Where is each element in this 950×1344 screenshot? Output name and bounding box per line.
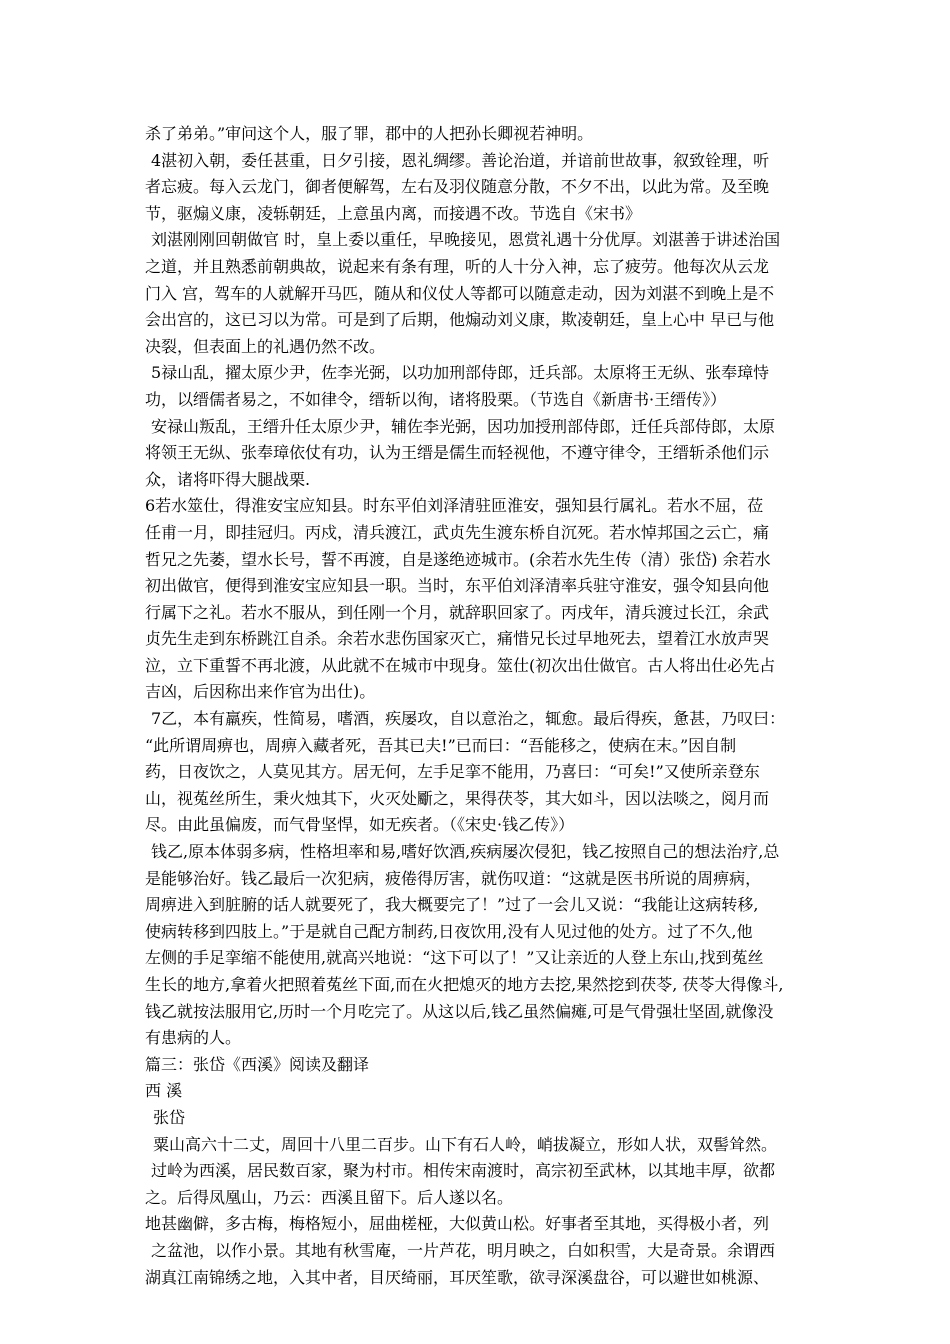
text-line: 周痹进入到脏腑的话人就要死了，我大概要完了！”过了一会儿又说：“我能让这病转移, xyxy=(145,895,759,915)
text-line: 是能够治好。钱乙最后一次犯病，疲倦得厉害，就伤叹道：“这就是医书所说的周痹病， xyxy=(145,868,762,888)
text-line: 粟山高六十二丈，周回十八里二百步。山下有石人岭，峭拔凝立，形如人状，双髻耸然。 xyxy=(153,1134,778,1154)
text-line: 之盆池，以作小景。其地有秋雪庵，一片芦花，明月映之，白如积雪，大是奇景。余谓西 xyxy=(151,1240,776,1260)
text-line: 生长的地方,拿着火把照着菟丝下面,而在火把熄灭的地方去挖,果然挖到茯苓, 茯苓大得像斗, xyxy=(145,975,784,994)
text-line: 杀了弟弟。”审问这个人，服了罪，郡中的人把孙长卿视若神明。 xyxy=(145,124,594,143)
text-line: 决裂，但表面上的礼遇仍然不改。 xyxy=(145,336,386,356)
text-line: 湖真江南锦绣之地，入其中者，目厌绮丽，耳厌笙歌，欲寻深溪盘谷，可以避世如桃源、 xyxy=(145,1267,770,1287)
text-line: 篇三：张岱《西溪》阅读及翻译 xyxy=(145,1054,370,1074)
document-text xyxy=(145,121,825,1291)
text-line: 药，日夜饮之，人莫见其方。居无何，左手足挛不能用，乃喜曰：“可矣!”又使所亲登东 xyxy=(145,762,760,782)
text-line: 钱乙,原本体弱多病，性格坦率和易,嗜好饮酒,疾病屡次侵犯，钱乙按照自己的想法治疗,总 xyxy=(151,842,780,862)
text-line: 尽。由此虽偏废，而气骨坚悍，如无疾者。（《宋史·钱乙传》） xyxy=(145,815,575,835)
text-line: 使病转移到四肢上。”于是就自己配方制药,日夜饮用,没有人见过他的处方。过了不久,他 xyxy=(145,921,753,941)
text-line: 西 溪 xyxy=(145,1081,183,1101)
text-line: 之道，并且熟悉前朝典故，说起来有条有理，听的人十分入神，忘了疲劳。他每次从云龙 xyxy=(145,256,770,276)
text-line: 初出做官，便得到淮安宝应知县一职。当时，东平伯刘泽清率兵驻守淮安，强令知县向他 xyxy=(145,576,770,596)
text-line: “此所谓周痹也，周痹入藏者死，吾其已夫!”已而曰：“吾能移之，使病在末。”因自制 xyxy=(145,735,737,755)
text-line: 行属下之礼。若水不服从，到任刚一个月，就辞职回家了。丙戌年，清兵渡过长江，余武 xyxy=(145,602,770,622)
text-line: 有患病的人。 xyxy=(145,1028,242,1048)
text-line: 吉凶，后因称出来作官为出仕)。 xyxy=(145,682,376,702)
text-line: 任甫一月，即挂冠归。丙戍，清兵渡江，武贞先生渡东桥自沉死。若水悼邦国之云亡，痛 xyxy=(145,522,770,542)
text-line: 5禄山乱，擢太原少尹，佐李光弼，以功加刑部侍郎，迁兵部。太原将王无纵、张奉璋恃 xyxy=(151,363,770,383)
text-line: 众，诸将吓得大腿战栗. xyxy=(145,469,311,489)
text-line: 者忘疲。每入云龙门，御者便解驾，左右及羽仪随意分散，不夕不出，以此为常。及至晚 xyxy=(145,177,770,197)
text-line: 功，以缙儒者易之，不如律令，缙斩以徇，诸将股栗。（节选自《新唐书·王缙传》） xyxy=(145,389,727,409)
text-line: 4湛初入朝，委任甚重，日夕引接，恩礼绸缪。善论治道，并谙前世故事，叙致铨理，听 xyxy=(151,150,770,170)
text-line: 7乙，本有羸疾，性简易，嗜酒，疾屡攻，自以意治之，辄愈。最后得疾，惫甚，乃叹曰： xyxy=(151,709,786,729)
text-line: 6若水筮仕，得淮安宝应知县。时东平伯刘泽清驻匝淮安，强知县行属礼。若水不屈，莅 xyxy=(145,496,764,516)
text-line: 哲兄之先萎，望水长号，誓不再渡，自是遂绝迹城市。(余若水先生传（清）张岱) 余若水 xyxy=(145,549,771,569)
text-line: 安禄山叛乱，王缙升任太原少尹，辅佐李光弼，因功加授刑部侍郎，迁任兵部侍郎，太原 xyxy=(151,416,776,436)
text-line: 张岱 xyxy=(153,1107,186,1127)
text-line: 门入 宫，驾车的人就解开马匹，随从和仪仗人等都可以随意走动，因为刘湛不到晚上是不 xyxy=(145,283,775,303)
text-line: 会出宫的，这已习以为常。可是到了后期，他煽动刘义康，欺凌朝廷，皇上心中 早已与他 xyxy=(145,310,775,330)
text-line: 泣，立下重誓不再北渡，从此就不在城市中现身。筮仕(初次出仕做官。古人将出仕必先占 xyxy=(145,655,776,675)
text-line: 山，视菟丝所生，秉火烛其下，火灭处斸之，果得茯苓，其大如斗，因以法啖之，阅月而 xyxy=(145,788,770,808)
text-line: 左侧的手足挛缩不能使用,就高兴地说：“这下可以了！”又让亲近的人登上东山,找到菟丝 xyxy=(145,948,764,968)
text-line: 之。后得凤凰山，乃云：西溪且留下。后人遂以名。 xyxy=(145,1187,514,1207)
text-line: 贞先生走到东桥跳江自杀。余若水悲伤国家灭亡，痛惜兄长过早地死去，望着江水放声哭 xyxy=(145,629,770,649)
text-line: 地甚幽僻，多古梅，梅格短小，屈曲槎桠，大似黄山松。好事者至其地，买得极小者，列 xyxy=(145,1214,770,1234)
text-line: 刘湛刚刚回朝做官 时，皇上委以重任，早晚接见，恩赏礼遇十分优厚。刘湛善于讲述治国 xyxy=(151,230,781,250)
text-line: 节，驱煽义康，凌轹朝廷，上意虽内离，而接遇不改。节选自《宋书》 xyxy=(145,203,642,223)
text-line: 钱乙就按法服用它,历时一个月吃完了。从这以后,钱乙虽然偏瘫,可是气骨强壮坚固,就像没 xyxy=(145,1001,774,1021)
text-line: 将领王无纵、张奉璋依仗有功，认为王缙是儒生而轻视他，不遵守律令，王缙斩杀他们示 xyxy=(145,443,770,463)
text-line: 过岭为西溪，居民数百家，聚为村市。相传宋南渡时，高宗初至武林，以其地丰厚，欲都 xyxy=(151,1161,776,1181)
